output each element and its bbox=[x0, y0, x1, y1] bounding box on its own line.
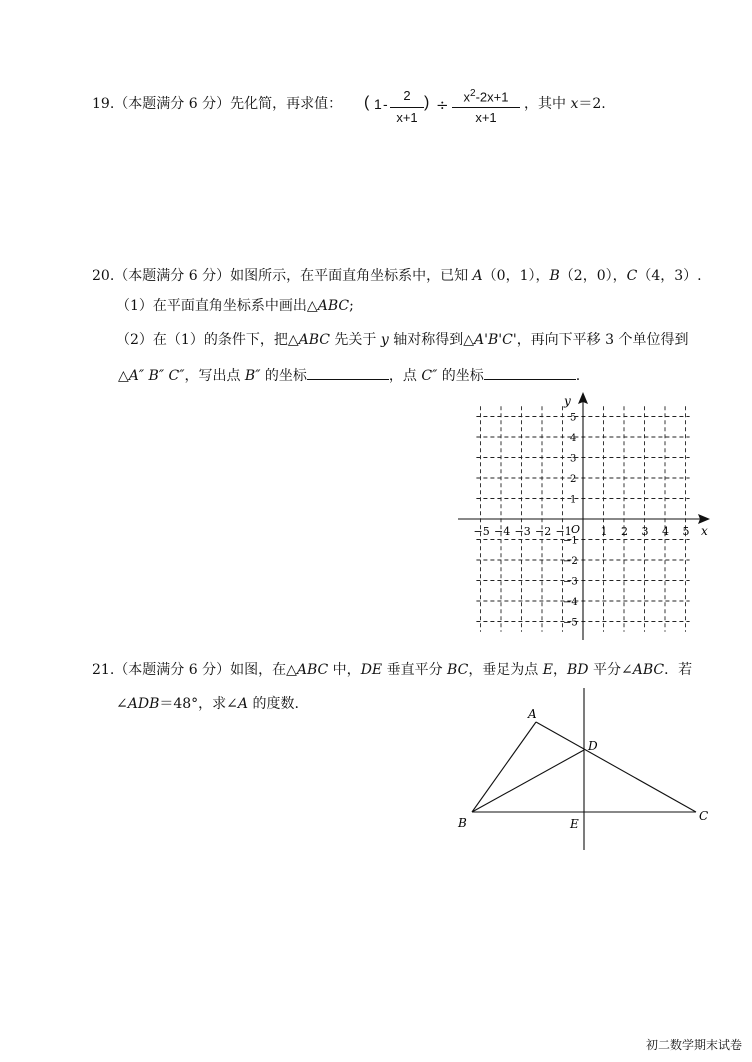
q20-point-b2: B″ bbox=[244, 368, 261, 384]
y-tick-label: −3 bbox=[563, 576, 578, 588]
q21-triangle: ABC bbox=[296, 662, 329, 678]
q19-tail-b: ＝2. bbox=[578, 96, 606, 112]
q19-fraction-1 bbox=[390, 88, 424, 128]
q21-number: 21. bbox=[92, 662, 115, 678]
q20-score: （本题满分 6 分） bbox=[114, 268, 231, 284]
label-d: D bbox=[588, 739, 598, 753]
q21-text-e: ， bbox=[553, 662, 567, 678]
y-tick-label: −1 bbox=[563, 535, 578, 547]
q20-part-1-label: （1） bbox=[116, 298, 153, 314]
x-tick-label: 3 bbox=[641, 525, 649, 538]
q21-text-c: 垂直平分 bbox=[382, 662, 448, 678]
q20-part-2-triangle-2: A'B'C' bbox=[474, 332, 517, 348]
footer-title: 初二数学期末试卷 bbox=[646, 1038, 743, 1052]
label-a: A bbox=[528, 707, 537, 721]
x-tick-labels bbox=[474, 525, 690, 538]
q21-line2-text-b: 的度数. bbox=[248, 696, 299, 712]
q19-paren-open: ( bbox=[364, 94, 370, 111]
q20-part-2-line-2 bbox=[118, 365, 580, 386]
q20-part-2-triangle: ABC bbox=[298, 332, 330, 348]
x-tick-label: −2 bbox=[535, 525, 552, 538]
q20-line2-text-c: ，点 bbox=[388, 368, 422, 384]
line-ac bbox=[536, 722, 696, 812]
q21-text-f: 平分∠ bbox=[588, 662, 633, 678]
q20-line-1 bbox=[92, 266, 702, 286]
q20-number: 20. bbox=[92, 268, 115, 284]
q19-fraction-1-numerator: 2 bbox=[403, 88, 411, 103]
x-tick-label: 4 bbox=[662, 525, 669, 538]
q21-text-d: ，垂足为点 bbox=[468, 662, 543, 678]
label-b: B bbox=[458, 816, 467, 830]
q19-tail bbox=[524, 94, 606, 114]
q19-fraction-2 bbox=[452, 88, 520, 128]
q21-bd: BD bbox=[567, 662, 589, 678]
y-tick-label: −2 bbox=[563, 556, 578, 567]
x-axis-label: x bbox=[701, 524, 708, 538]
q21-score: （本题满分 6 分） bbox=[114, 662, 231, 678]
q20-point-c-coord: （4，3）. bbox=[637, 268, 702, 284]
x-tick-label: −3 bbox=[514, 525, 531, 538]
q19-tail-var: x bbox=[570, 96, 579, 112]
q20-line2-text-d: 的坐标 bbox=[437, 368, 484, 384]
q20-point-a-coord: （0，1）， bbox=[482, 268, 550, 284]
y-tick-label: 2 bbox=[570, 474, 577, 485]
q20-answer-blank-b[interactable] bbox=[307, 365, 389, 380]
q20-line2-text-a: ，写出点 bbox=[184, 368, 245, 384]
x-tick-label: 1 bbox=[600, 525, 608, 538]
y-tick-label: 3 bbox=[570, 453, 577, 465]
label-e: E bbox=[570, 817, 579, 831]
q20-part-2-y: y bbox=[380, 332, 389, 348]
q19-one: 1 bbox=[374, 96, 382, 112]
q19-fraction-2-denominator: x+1 bbox=[475, 110, 497, 125]
q20-point-c: C bbox=[626, 268, 638, 284]
q20-part-2-text-c: 轴对称得到△ bbox=[388, 332, 475, 348]
q20-part-1 bbox=[116, 296, 354, 316]
q21-bc: BC bbox=[447, 662, 469, 678]
q20-part-2-label: （2） bbox=[116, 332, 153, 348]
q19-fraction-2-bar bbox=[452, 107, 520, 108]
q19-number: 19. bbox=[92, 96, 115, 112]
q19-score: （本题满分 6 分） bbox=[114, 96, 231, 112]
x-axis bbox=[458, 514, 710, 524]
q19-fraction-2-exponent: 2 bbox=[470, 88, 476, 99]
line-bd bbox=[472, 750, 584, 812]
q20-line2-text-b: 的坐标 bbox=[260, 368, 307, 384]
y-tick-label: 4 bbox=[570, 433, 577, 444]
q20-point-b: B bbox=[549, 268, 560, 284]
q20-part-1-triangle: ABC bbox=[317, 298, 350, 314]
q21-text-g: ．若 bbox=[664, 662, 693, 678]
q21-text-b: 中， bbox=[328, 662, 361, 678]
q21-angle-a: A bbox=[237, 696, 249, 712]
q20-coordinate-grid bbox=[450, 388, 720, 642]
y-axis-label: y bbox=[564, 394, 571, 408]
q20-part-2-text-a: 在（1）的条件下，把△ bbox=[152, 332, 299, 348]
q20-part-1-text: 在平面直角坐标系中画出△ bbox=[152, 298, 318, 314]
y-tick-label: 1 bbox=[570, 494, 577, 506]
origin-label: O bbox=[571, 523, 581, 536]
x-tick-label: −1 bbox=[555, 525, 572, 538]
x-tick-label: −4 bbox=[494, 525, 511, 538]
q19-instruction: 先化简，再求值： bbox=[230, 96, 343, 112]
q20-part-1-end: ; bbox=[349, 298, 354, 314]
q20-point-c2: C″ bbox=[421, 368, 438, 384]
q19-fraction-2-var: x bbox=[463, 89, 471, 105]
q20-text-a: 如图所示，在平面直角坐标系中，已知 bbox=[230, 268, 473, 284]
q20-line2-end: . bbox=[575, 368, 581, 384]
q19-fraction-2-numerator bbox=[452, 88, 520, 104]
y-axis bbox=[578, 392, 588, 640]
q21-adb: ADB bbox=[127, 696, 160, 712]
q20-point-a: A bbox=[472, 268, 483, 284]
q19-paren-close: ) bbox=[424, 94, 430, 111]
q19-fraction-1-bar bbox=[390, 107, 424, 108]
q21-line2-text-a: ＝48°，求∠ bbox=[159, 696, 238, 712]
line-ab bbox=[472, 722, 536, 812]
q19-tail-a: ，其中 bbox=[524, 96, 571, 112]
q21-text-a: 如图，在△ bbox=[230, 662, 297, 678]
y-tick-label: 5 bbox=[570, 412, 577, 424]
q20-part-2-text-d: ，再向下平移 3 个单位得到 bbox=[516, 332, 689, 348]
q19-fraction-1-denominator: x+1 bbox=[396, 110, 418, 125]
q21-abc: ABC bbox=[632, 662, 665, 678]
q19-minus: - bbox=[383, 96, 388, 112]
q20-point-b-coord: （2，0）， bbox=[559, 268, 627, 284]
y-tick-label: −4 bbox=[563, 597, 578, 608]
q21-angle-sign: ∠ bbox=[116, 696, 128, 712]
q21-triangle-figure bbox=[450, 680, 730, 860]
label-c: C bbox=[699, 809, 709, 823]
q20-answer-blank-c[interactable] bbox=[484, 365, 576, 380]
q19-prefix bbox=[92, 94, 342, 114]
q19-fraction-2-rest: -2x+1 bbox=[475, 89, 509, 105]
x-tick-label: 5 bbox=[682, 525, 690, 538]
q20-part-2 bbox=[116, 330, 689, 350]
q21-line-1 bbox=[92, 660, 692, 680]
q20-part-2-text-b: 先关于 bbox=[329, 332, 381, 348]
q21-line-2 bbox=[116, 694, 299, 714]
q19-divide: ÷ bbox=[436, 96, 449, 114]
q21-de: DE bbox=[360, 662, 383, 678]
y-tick-label: −5 bbox=[563, 617, 578, 629]
q21-e: E bbox=[542, 662, 553, 678]
q20-triangle-3: △A″ B″ C″ bbox=[118, 368, 185, 384]
x-tick-label: 2 bbox=[621, 525, 628, 538]
y-tick-labels bbox=[563, 412, 581, 629]
x-tick-label: −5 bbox=[473, 525, 490, 538]
